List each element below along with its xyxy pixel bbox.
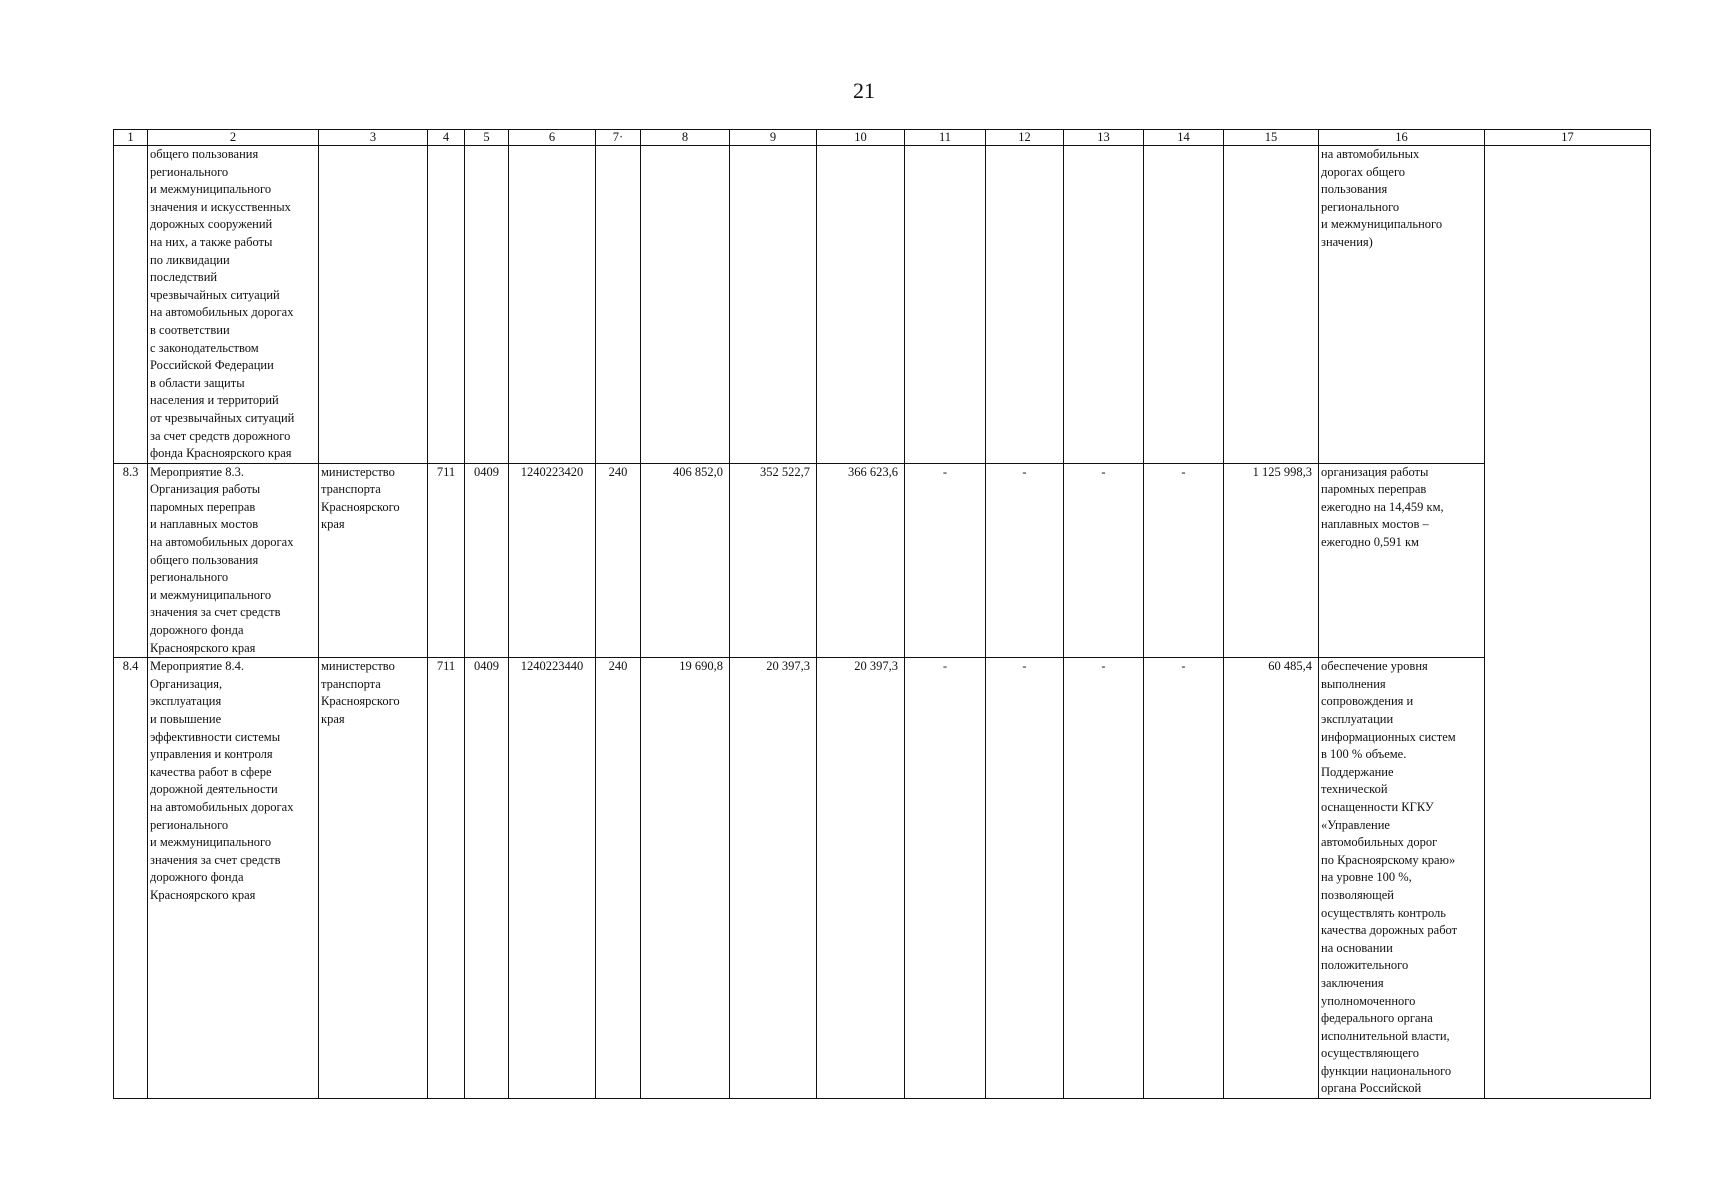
csr-code	[509, 146, 596, 464]
column-header: 7·	[596, 130, 641, 146]
column-header: 1	[114, 130, 148, 146]
amount-cell	[905, 146, 986, 464]
rzpr-code	[465, 146, 509, 464]
column-header: 16	[1319, 130, 1485, 146]
grbs-code: 711	[428, 658, 465, 1099]
row-number: 8.3	[114, 463, 148, 658]
notes-cell	[1485, 463, 1651, 658]
amount-cell	[817, 146, 905, 464]
expected-result: организация работы паромных переправ ежегодно на 14,459 км, наплавных мостов – ежегодно 0,591 км	[1319, 463, 1485, 658]
amount-cell	[986, 146, 1064, 464]
responsible-executor: министерство транспорта Красноярского края	[319, 658, 428, 1099]
rzpr-code: 0409	[465, 463, 509, 658]
amount-cell: 366 623,6	[817, 463, 905, 658]
column-header: 2	[148, 130, 319, 146]
table-row	[114, 146, 1651, 464]
amount-cell	[730, 146, 817, 464]
measure-description: Мероприятие 8.4. Организация, эксплуатация и повышение эффективности системы управления и контроля качества работ в сфере дорожной деятельности на автомобильных дорогах регионального и межмуниципального значения за счет средств дорожного фонда Красноярского края	[148, 658, 319, 1099]
amount-cell: -	[1064, 463, 1144, 658]
notes-cell	[1485, 146, 1651, 464]
page-number: 21	[853, 78, 875, 103]
column-header: 4	[428, 130, 465, 146]
amount-cell: 20 397,3	[817, 658, 905, 1099]
row-number	[114, 146, 148, 464]
column-header: 3	[319, 130, 428, 146]
row-number: 8.4	[114, 658, 148, 1099]
amount-cell: 406 852,0	[641, 463, 730, 658]
amount-cell: -	[905, 658, 986, 1099]
csr-code: 1240223420	[509, 463, 596, 658]
amount-cell: 352 522,7	[730, 463, 817, 658]
column-header: 10	[817, 130, 905, 146]
column-header: 6	[509, 130, 596, 146]
amount-cell: 19 690,8	[641, 658, 730, 1099]
column-header: 8	[641, 130, 730, 146]
expected-result: обеспечение уровня выполнения сопровождения и эксплуатации информационных систем в 100 % объеме. Поддержание технической оснащенности КГКУ «Управление автомобильных дорог по Красноярскому краю» на уровне 100 %, позволяющей осуществлять контроль качества дорожных работ на основании положительного заключения уполномоченного федерального органа исполнительной власти, осуществляющего функции национального органа Российской	[1319, 658, 1485, 1099]
total-cell: 1 125 998,3	[1224, 463, 1319, 658]
amount-cell	[641, 146, 730, 464]
measure-description: общего пользования регионального и межмуниципального значения и искусственных дорожных сооружений на них, а также работы по ликвидации последствий чрезвычайных ситуаций на автомобильных дорогах в соответствии с законодательством Российской Федерации в области защиты населения и территорий от чрезвычайных ситуаций за счет средств дорожного фонда Красноярского края	[148, 146, 319, 464]
column-header: 12	[986, 130, 1064, 146]
amount-cell: -	[986, 658, 1064, 1099]
total-cell: 60 485,4	[1224, 658, 1319, 1099]
table-row	[114, 463, 1651, 658]
notes-cell	[1485, 658, 1651, 1099]
amount-cell	[1144, 146, 1224, 464]
column-header: 17	[1485, 130, 1651, 146]
responsible-executor: министерство транспорта Красноярского края	[319, 463, 428, 658]
amount-cell: -	[1144, 463, 1224, 658]
grbs-code	[428, 146, 465, 464]
amount-cell: -	[1144, 658, 1224, 1099]
column-header: 11	[905, 130, 986, 146]
measure-description: Мероприятие 8.3. Организация работы паромных переправ и наплавных мостов на автомобильных дорогах общего пользования регионального и межмуниципального значения за счет средств дорожного фонда Красноярского края	[148, 463, 319, 658]
total-cell	[1224, 146, 1319, 464]
amount-cell: 20 397,3	[730, 658, 817, 1099]
table-row	[114, 658, 1651, 1099]
amount-cell: -	[1064, 658, 1144, 1099]
column-header: 9	[730, 130, 817, 146]
column-header: 14	[1144, 130, 1224, 146]
csr-code: 1240223440	[509, 658, 596, 1099]
expected-result: на автомобильных дорогах общего пользования регионального и межмуниципального значения)	[1319, 146, 1485, 464]
grbs-code: 711	[428, 463, 465, 658]
column-header: 13	[1064, 130, 1144, 146]
program-table	[113, 129, 1651, 1099]
responsible-executor	[319, 146, 428, 464]
vr-code: 240	[596, 463, 641, 658]
amount-cell: -	[905, 463, 986, 658]
column-header: 5	[465, 130, 509, 146]
amount-cell: -	[986, 463, 1064, 658]
rzpr-code: 0409	[465, 658, 509, 1099]
vr-code: 240	[596, 658, 641, 1099]
vr-code	[596, 146, 641, 464]
column-header: 15	[1224, 130, 1319, 146]
header-row	[114, 130, 1651, 146]
amount-cell	[1064, 146, 1144, 464]
